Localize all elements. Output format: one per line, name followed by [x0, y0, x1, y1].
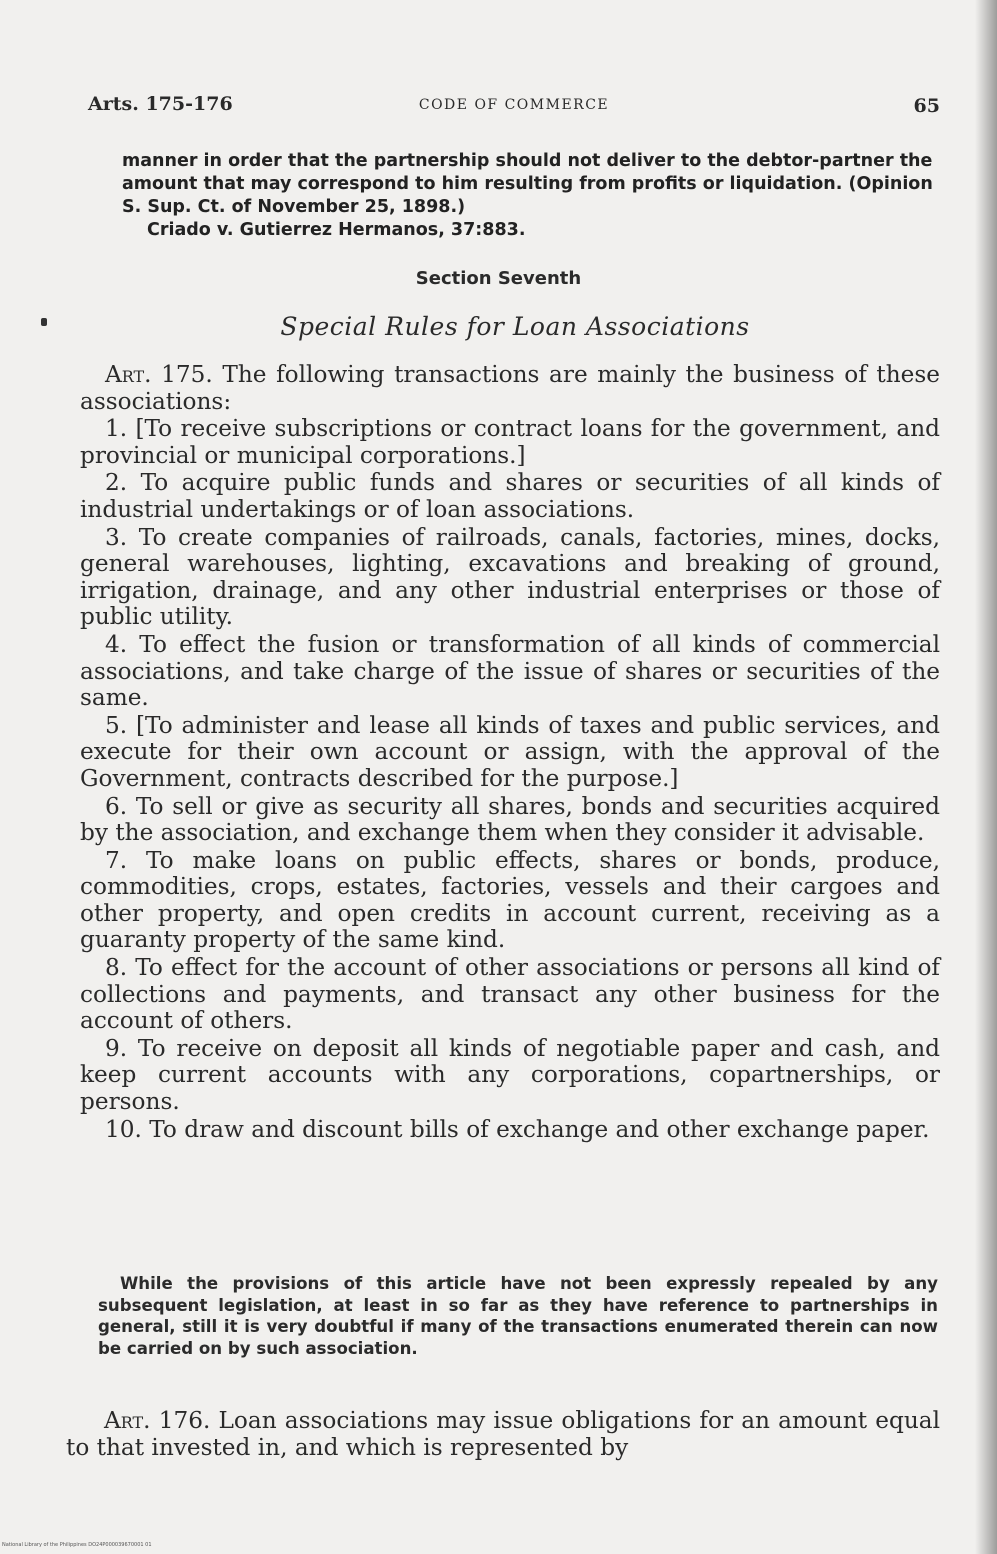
continuation-text: manner in order that the partnership should not deliver to the debtor-partner the amount that may correspond to him resulting from profits or liquidation. (Opinion S. Sup. Ct. of November 25, 1898.): [122, 151, 933, 217]
list-item: 9. To receive on deposit all kinds of negotiable paper and cash, and keep current accounts with any corporations, copartnerships, or persons.: [80, 1034, 940, 1116]
list-item: 8. To effect for the account of other associations or persons all kind of collections and payments, and transact any other business for the account of others.: [80, 954, 940, 1035]
list-item: 3. To create companies of railroads, canals, factories, mines, docks, general warehouses, lighting, excavations and breaking of ground, irrigation, drainage, and any other industrial enterprises or those of public utility.: [80, 523, 940, 631]
list-item: 6. To sell or give as security all shares, bonds and securities acquired by the association, and exchange them when they consider it advisable.: [80, 792, 940, 847]
page-header: [88, 93, 940, 123]
article-label: Art.: [104, 1407, 151, 1434]
continuation-annotation: [122, 150, 940, 242]
article-label: Art.: [105, 361, 152, 388]
article-176-body: 176. Loan associations may issue obligations for an amount equal to that invested in, and which is represented by: [66, 1407, 940, 1461]
article-175-intro: [80, 362, 940, 415]
article-175: [80, 362, 940, 1144]
article-intro-text: 175. The following transactions are mainly the business of these associations:: [80, 361, 940, 415]
article-176: [66, 1407, 940, 1461]
case-citation: Criado v. Gutierrez Hermanos, 37:883.: [147, 220, 526, 240]
list-item: 4. To effect the fusion or transformation of all kinds of commercial associations, and take charge of the issue of shares or securities of the same.: [80, 630, 940, 712]
section-heading: Section Seventh: [415, 268, 582, 289]
list-item: 1. [To receive subscriptions or contract loans for the government, and provincial or municipal corporations.]: [80, 415, 940, 469]
page-number: 65: [913, 95, 940, 117]
list-item: 10. To draw and discount bills of exchange and other exchange paper.: [105, 1115, 930, 1143]
note-text: While the provisions of this article have not been expressly repealed by any subsequent legislation, at least in so far as they have reference to partnerships in general, still it is very doubtful if many of the transactions enumerated therein can now be carried on by such association.: [98, 1274, 938, 1358]
list-item: 7. To make loans on public effects, shares or bonds, produce, commodities, crops, estates, factories, vessels and their cargoes and other property, and open credits in account current, receiving as a guaranty property of the same kind.: [80, 846, 940, 954]
list-item: 5. [To administer and lease all kinds of taxes and public services, and execute for their own account or assign, with the approval of the Government, contracts described for the purpose.]: [80, 711, 940, 792]
running-title: CODE OF COMMERCE: [418, 97, 610, 113]
article-range: Arts. 175-176: [88, 93, 233, 115]
page-edge-shadow: [975, 0, 997, 1554]
editorial-note: [98, 1273, 938, 1359]
article-176-text: [66, 1407, 940, 1461]
scan-footer: National Library of the Philippines DO24P000039670001 01: [2, 1542, 152, 1548]
section-title: Special Rules for Loan Associations: [280, 312, 750, 341]
list-item: 2. To acquire public funds and shares or securities of all kinds of industrial undertakings or of loan associations.: [80, 469, 940, 523]
